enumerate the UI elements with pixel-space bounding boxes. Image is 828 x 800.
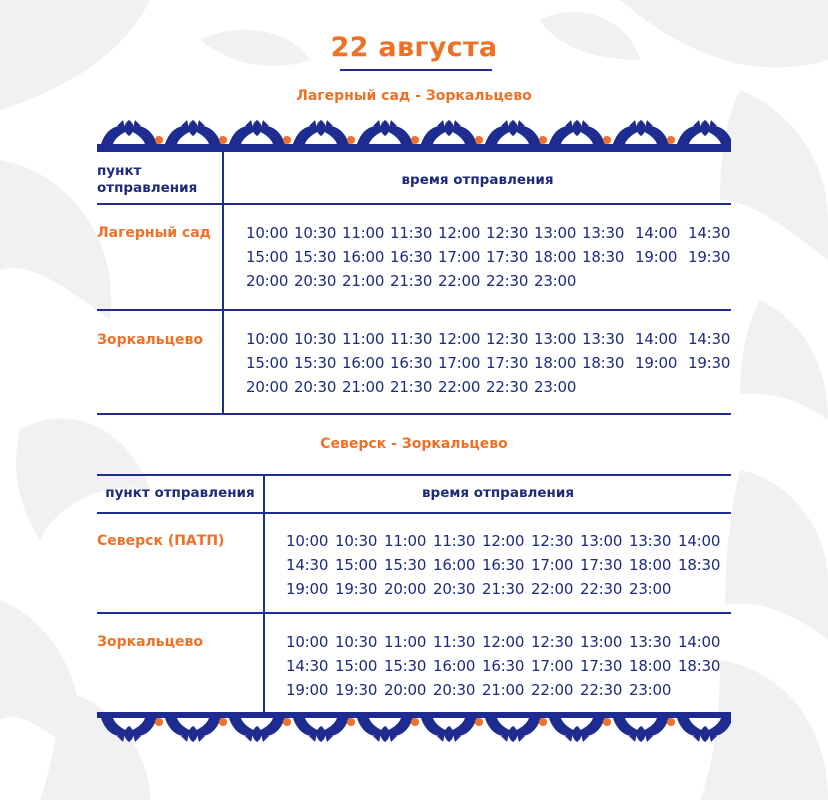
departure-time: 22:30 xyxy=(580,580,623,598)
departure-time: 23:00 xyxy=(629,681,672,699)
departure-time: 21:00 xyxy=(342,378,385,396)
departure-time: 19:30 xyxy=(688,354,731,372)
table2-row2-stop: Зоркальцево xyxy=(97,634,203,650)
departure-time: 14:30 xyxy=(688,330,731,348)
departure-time: 18:30 xyxy=(678,657,721,675)
departure-time: 10:30 xyxy=(294,330,337,348)
departure-time: 12:30 xyxy=(486,330,529,348)
table1-header-rule xyxy=(97,203,731,205)
table2-header-stop: пункт отправления xyxy=(105,485,255,501)
departure-time: 12:30 xyxy=(531,633,574,651)
departure-time: 17:00 xyxy=(438,248,481,266)
departure-time: 18:00 xyxy=(629,556,672,574)
departure-time: 20:30 xyxy=(294,272,337,290)
table2-header-rule xyxy=(97,512,731,514)
departure-time: 17:00 xyxy=(438,354,481,372)
departure-time: 12:30 xyxy=(486,224,529,242)
departure-time: 16:30 xyxy=(482,556,525,574)
departure-time: 11:30 xyxy=(390,330,433,348)
title-underline xyxy=(340,69,492,71)
departure-time: 14:00 xyxy=(678,633,721,651)
departure-time: 15:30 xyxy=(384,657,427,675)
departure-time: 13:30 xyxy=(582,224,625,242)
departure-time: 16:30 xyxy=(390,248,433,266)
departure-time: 13:00 xyxy=(534,330,577,348)
departure-time: 19:30 xyxy=(335,580,378,598)
departure-time: 22:30 xyxy=(486,378,529,396)
departure-time: 10:00 xyxy=(246,330,289,348)
departure-time: 14:30 xyxy=(688,224,731,242)
table1-row-rule xyxy=(97,309,731,311)
departure-time: 10:30 xyxy=(335,532,378,550)
departure-time: 16:00 xyxy=(342,354,385,372)
departure-time: 13:00 xyxy=(580,532,623,550)
table1-row2-stop: Зоркальцево xyxy=(97,332,203,348)
departure-time: 21:00 xyxy=(482,681,525,699)
departure-time: 16:00 xyxy=(433,657,476,675)
ornament-border-bottom xyxy=(97,712,731,748)
departure-time: 15:30 xyxy=(294,248,337,266)
table1-bottom-rule xyxy=(97,413,731,415)
departure-time: 11:00 xyxy=(384,633,427,651)
departure-time: 15:00 xyxy=(246,248,289,266)
departure-time: 18:30 xyxy=(582,248,625,266)
departure-time: 22:00 xyxy=(438,272,481,290)
departure-time: 14:00 xyxy=(678,532,721,550)
departure-time: 12:00 xyxy=(438,330,481,348)
route-title-2: Северск - Зоркальцево xyxy=(320,436,508,452)
departure-time: 14:30 xyxy=(286,556,329,574)
departure-time: 19:00 xyxy=(286,580,329,598)
departure-time: 12:00 xyxy=(438,224,481,242)
departure-time: 17:30 xyxy=(486,248,529,266)
departure-time: 10:00 xyxy=(286,633,329,651)
departure-time: 21:30 xyxy=(482,580,525,598)
departure-time: 21:30 xyxy=(390,272,433,290)
departure-time: 20:00 xyxy=(246,272,289,290)
departure-time: 23:00 xyxy=(534,272,577,290)
table2-row1-stop: Северск (ПАТП) xyxy=(97,533,225,549)
departure-time: 22:00 xyxy=(438,378,481,396)
departure-time: 22:00 xyxy=(531,580,574,598)
departure-time: 10:00 xyxy=(286,532,329,550)
departure-time: 10:00 xyxy=(246,224,289,242)
table1-row1-stop: Лагерный сад xyxy=(97,225,211,241)
departure-time: 12:30 xyxy=(531,532,574,550)
departure-time: 17:00 xyxy=(531,556,574,574)
departure-time: 19:00 xyxy=(635,248,678,266)
table1-row1-times xyxy=(246,223,736,291)
departure-time: 11:00 xyxy=(342,330,385,348)
departure-time: 15:00 xyxy=(335,657,378,675)
departure-time: 13:00 xyxy=(534,224,577,242)
departure-time: 10:30 xyxy=(294,224,337,242)
table2-header-time: время отправления xyxy=(421,485,574,501)
route-title-1: Лагерный сад - Зоркальцево xyxy=(296,88,532,104)
departure-time: 18:30 xyxy=(678,556,721,574)
departure-time: 23:00 xyxy=(534,378,577,396)
departure-time: 13:30 xyxy=(582,330,625,348)
departure-time: 11:00 xyxy=(342,224,385,242)
departure-time: 13:30 xyxy=(629,532,672,550)
departure-time: 14:00 xyxy=(635,224,678,242)
table2-top-rule xyxy=(97,474,731,476)
departure-time: 19:00 xyxy=(635,354,678,372)
table1-header-time: время отправления xyxy=(401,172,554,188)
departure-time: 18:30 xyxy=(582,354,625,372)
table1-row2-times xyxy=(246,329,736,397)
departure-time: 19:30 xyxy=(335,681,378,699)
table2-row-rule xyxy=(97,612,731,614)
departure-time: 19:30 xyxy=(688,248,731,266)
departure-time: 17:30 xyxy=(486,354,529,372)
table1-header-stop: пункт отправления xyxy=(97,163,198,196)
departure-time: 22:30 xyxy=(580,681,623,699)
departure-time: 13:30 xyxy=(629,633,672,651)
departure-time: 18:00 xyxy=(629,657,672,675)
departure-time: 20:30 xyxy=(433,580,476,598)
departure-time: 20:30 xyxy=(294,378,337,396)
table1-top-rule xyxy=(97,150,731,152)
table1-column-divider xyxy=(222,150,224,415)
departure-time: 20:00 xyxy=(384,681,427,699)
departure-time: 21:30 xyxy=(390,378,433,396)
departure-time: 20:30 xyxy=(433,681,476,699)
departure-time: 17:30 xyxy=(580,556,623,574)
departure-time: 18:00 xyxy=(534,354,577,372)
departure-time: 21:00 xyxy=(342,272,385,290)
departure-time: 17:00 xyxy=(531,657,574,675)
table2-column-divider xyxy=(263,474,265,714)
departure-time: 14:00 xyxy=(635,330,678,348)
departure-time: 11:30 xyxy=(433,633,476,651)
table2-row2-times xyxy=(286,632,726,700)
date-title: 22 августа xyxy=(330,32,498,63)
departure-time: 18:00 xyxy=(534,248,577,266)
departure-time: 13:00 xyxy=(580,633,623,651)
departure-time: 22:00 xyxy=(531,681,574,699)
departure-time: 11:30 xyxy=(390,224,433,242)
departure-time: 23:00 xyxy=(629,580,672,598)
departure-time: 14:30 xyxy=(286,657,329,675)
departure-time: 12:00 xyxy=(482,633,525,651)
departure-time: 17:30 xyxy=(580,657,623,675)
departure-time: 15:30 xyxy=(294,354,337,372)
departure-time: 22:30 xyxy=(486,272,529,290)
departure-time: 20:00 xyxy=(246,378,289,396)
departure-time: 15:30 xyxy=(384,556,427,574)
departure-time: 11:00 xyxy=(384,532,427,550)
departure-time: 20:00 xyxy=(384,580,427,598)
departure-time: 19:00 xyxy=(286,681,329,699)
table2-row1-times xyxy=(286,531,726,599)
departure-time: 12:00 xyxy=(482,532,525,550)
departure-time: 16:30 xyxy=(390,354,433,372)
departure-time: 16:00 xyxy=(342,248,385,266)
departure-time: 16:30 xyxy=(482,657,525,675)
departure-time: 16:00 xyxy=(433,556,476,574)
departure-time: 10:30 xyxy=(335,633,378,651)
departure-time: 11:30 xyxy=(433,532,476,550)
departure-time: 15:00 xyxy=(335,556,378,574)
departure-time: 15:00 xyxy=(246,354,289,372)
ornament-border-top xyxy=(97,116,731,150)
